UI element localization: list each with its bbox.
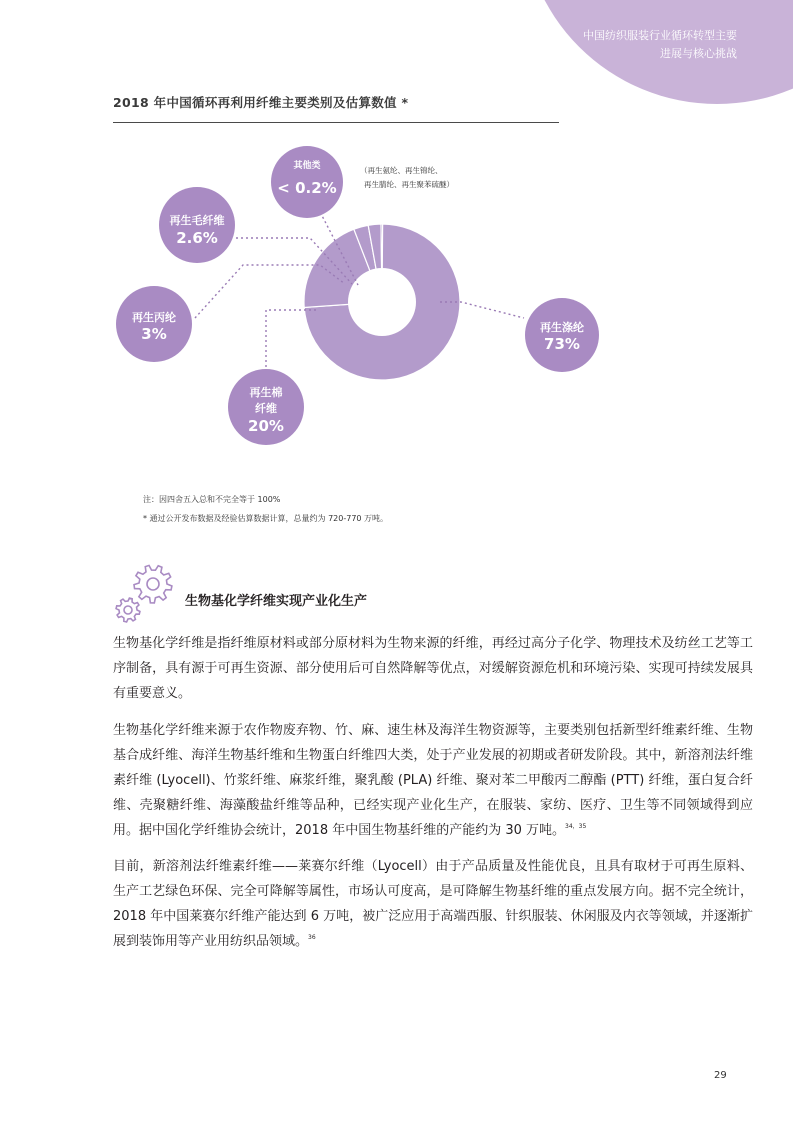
donut-chart xyxy=(0,0,793,480)
bubble-cotton-name-2: 纤维 xyxy=(255,402,277,415)
bubble-polyester-name: 再生涤纶 xyxy=(540,321,584,334)
bubble-pp xyxy=(116,286,192,362)
running-header-line2: 进展与核心挑战 xyxy=(660,47,737,60)
bubble-polyester-value: 73% xyxy=(544,335,580,353)
bubble-pp-value: 3% xyxy=(141,325,167,343)
donut-hole xyxy=(348,268,416,336)
bubble-wool-value: 2.6% xyxy=(176,229,218,247)
section-subheading: 生物基化学纤维实现产业化生产 xyxy=(185,594,368,609)
other-annotation-line2: 再生腈纶、再生聚苯硫醚） xyxy=(364,180,454,189)
chart-note-rounding: 注：因四舍五入总和不完全等于 100% xyxy=(143,495,281,504)
footnote-ref-36: 36 xyxy=(308,934,316,941)
chart-section-title: 2018 年中国循环再利用纤维主要类别及估算数值 * xyxy=(113,95,409,110)
bubble-pp-name: 再生丙纶 xyxy=(132,311,176,324)
gears-icon xyxy=(113,560,183,634)
paragraph-1: 生物基化学纤维是指纤维原材料或部分原材料为生物来源的纤维，再经过高分子化学、物理技术及纺丝工艺等工序制备，具有源于可再生资源、部分使用后可自然降解等优点，对缓解资源危机和环境污染、实现可持续发展具有重要意义。 xyxy=(113,636,753,701)
bubble-other-name: 其他类 xyxy=(293,161,321,171)
running-header-line1: 中国纺织服装行业循环转型主要 xyxy=(583,29,737,42)
bubble-cotton-value: 20% xyxy=(248,417,284,435)
other-annotation-line1: （再生氨纶、再生锦纶、 xyxy=(360,166,443,175)
bubble-wool-name: 再生毛纤维 xyxy=(169,214,225,227)
bubble-other-value: < 0.2% xyxy=(277,179,337,197)
paragraph-2: 生物基化学纤维来源于农作物废弃物、竹、麻、速生林及海洋生物资源等，主要类别包括新型纤维素纤维、生物基合成纤维、海洋生物基纤维和生物蛋白纤维四大类，处于产业发展的初期或者研发阶段。其中，新溶剂法纤维素纤维 (Lyocell)、竹浆纤维、麻浆纤维，聚乳酸 (PLA) 纤维、聚对苯二甲酸丙二醇酯 (PTT) 纤维，蛋白复合纤维、壳聚糖纤维、海藻酸盐纤维等品种，已经实现产业化生产，在服装、家纺、医疗、卫生等不同领域得到应用。据中国化学纤维协会统计，2018 年中国生物基纤维的产能约为 30 万吨。$^{34,35}$ xyxy=(113,723,753,838)
chart-note-estimate: * 通过公开发布数据及经验估算数据计算，总量约为 720-770 万吨。 xyxy=(143,514,389,523)
page-number: 29 xyxy=(714,1070,727,1081)
footnote-ref-34-35: 34，35 xyxy=(565,823,587,830)
bubble-cotton-name-1: 再生棉 xyxy=(249,386,283,399)
paragraph-3: 目前，新溶剂法纤维素纤维——莱赛尔纤维（Lyocell）由于产品质量及性能优良，且具有取材于可再生原料、生产工艺绿色环保、完全可降解等属性，市场认可度高，是可降解生物基纤维的重点发展方向。据不完全统计，2018 年中国莱赛尔纤维产能达到 6 万吨，被广泛应用于高端西服、针织服装、休闲服及内衣等领域，并逐渐扩展到装饰用等产业用纺织品领域。$^{36}$ xyxy=(113,859,753,949)
